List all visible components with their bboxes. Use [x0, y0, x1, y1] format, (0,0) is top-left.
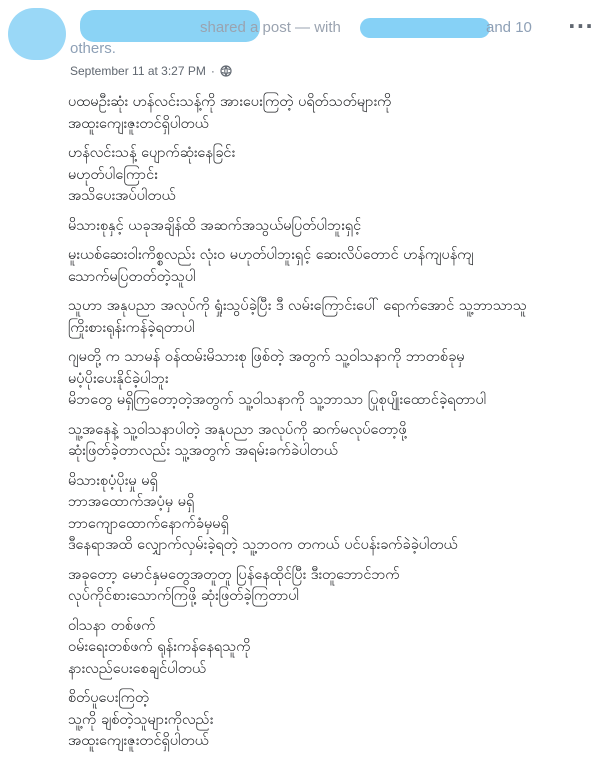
post-line: ဘာကျောထောက်နောက်ခံမှမရှိ	[68, 515, 229, 532]
post-line: အသိပေးအပ်ပါတယ်	[68, 188, 176, 204]
post-paragraph	[68, 565, 588, 608]
post-line: စိတ်ပူပေးကြတဲ့	[68, 690, 150, 706]
post-paragraph	[68, 471, 588, 557]
meta-separator: ·	[210, 64, 215, 78]
post-line: ဟန်လင်းသန့် ပျောက်ဆုံးနေခြင်း	[68, 145, 236, 161]
post-line: ဂျမတို့ က သာမန် ဝန်ထမ်းမိသားစု ဖြစ်တဲ့ အတွက် သူ့ဝါသနာကို ဘာတစ်ခုမှ	[68, 349, 465, 365]
shared-post-text: shared a post — with	[200, 19, 341, 36]
post-line: ပထမဦးဆုံး ဟန်လင်းသန့်ကို အားပေးကြတဲ့ ပရိတ်သတ်များကို	[68, 94, 392, 110]
post-line: အထူးကျေးဇူးတင်ရှိပါတယ်	[68, 115, 209, 132]
post-line: ဆုံးဖြတ်ခဲ့တာလည်း သူ့အတွက် အရမ်းခက်ခဲပါတယ်	[68, 443, 338, 459]
post-line: အခုတော့ မောင်နှမတွေအတူတူ ပြန်နေထိုင်ပြီး ဒီးတူဘောင်ဘက်	[68, 566, 400, 583]
post-line: ဒီနေရာအထိ လျှောက်လှမ်းခဲ့ရတဲ့ သူ့ဘဝက တကယ် ပင်ပန်းခက်ခဲခဲ့ပါတယ်	[68, 537, 458, 553]
more-options-icon[interactable]: ···	[568, 14, 594, 38]
post-line: မိသားစုပံ့ပိုးမှု မရှိ	[68, 472, 158, 489]
others-link[interactable]: others.	[70, 40, 116, 57]
avatar[interactable]	[8, 8, 66, 60]
post-paragraph	[68, 616, 588, 681]
globe-icon[interactable]	[220, 65, 232, 77]
post-line: အထူးကျေးဇူးတင်ရှိပါတယ်	[68, 733, 209, 749]
post-paragraph	[68, 688, 588, 753]
post-line: ကြိုးစားရုန်းကန်ခဲ့ရတာပါ	[68, 319, 195, 336]
post-line: မပံ့ပိုးပေးနိုင်ခဲ့ပါဘူး	[68, 370, 169, 387]
post-line: လုပ်ကိုင်စားသောက်ကြဖို့ ဆုံးဖြတ်ခဲ့ကြတာပါ	[68, 588, 300, 604]
post-line: ဘာအထောက်အပံ့မှ မရှိ	[68, 494, 195, 510]
post-paragraph	[68, 296, 588, 339]
post-body	[68, 92, 588, 761]
post-paragraph	[68, 216, 588, 238]
post-line: မိသားစုနှင့် ယခုအချိန်ထိ အဆက်အသွယ်မပြတ်ပါဘူးရှင့်	[68, 217, 362, 234]
post-line: မူးယစ်ဆေးဝါးကိစ္စလည်း လုံးဝ မဟုတ်ပါဘူးရှင့် ဆေးလိပ်တောင် ဟန်ကျပန်ကျ	[68, 247, 474, 263]
post-line: သူ့အနေနဲ့ သူ့ဝါသနာပါတဲ့ အနုပညာ အလုပ်ကို ဆက်မလုပ်တော့ဖို့	[68, 421, 407, 438]
and-others-text[interactable]: and 10	[486, 19, 532, 36]
post-line: နားလည်ပေးစေချင်ပါတယ်	[68, 660, 207, 677]
post-line: မိဘတွေ မရှိကြတော့တဲ့အတွက် သူ့ဝါသနာကို သူ့ဘာသာ ပြုစုပျိုးထောင်ခဲ့ရတာပါ	[68, 392, 487, 408]
timestamp[interactable]: September 11 at 3:27 PM	[70, 64, 206, 78]
post-paragraph	[68, 347, 588, 412]
redacted-tagged-name[interactable]	[360, 18, 490, 38]
post-line: သူ့ကို ချစ်တဲ့သူများကိုလည်း	[68, 711, 214, 728]
post-paragraph	[68, 420, 588, 463]
post-paragraph	[68, 143, 588, 208]
post-line: ဝမ်းရေးတစ်ဖက် ရုန်းကန်နေရသူကို	[68, 639, 251, 655]
post-line: ဝါသနာ တစ်ဖက်	[68, 617, 156, 634]
post-paragraph	[68, 245, 588, 288]
post-meta	[70, 64, 232, 78]
post-line: မဟုတ်ပါကြောင်း	[68, 166, 158, 183]
post-line: သောက်မပြတတ်တဲ့သူပါ	[68, 268, 196, 285]
post-paragraph	[68, 92, 588, 135]
post-header	[70, 16, 570, 40]
post-line: သူဟာ အနုပညာ အလုပ်ကို ရှုံးသွပ်ခဲ့ပြီး ဒီ လမ်းကြောင်းပေါ် ရောက်အောင် သူ့ဘာသာသူ	[68, 298, 527, 314]
